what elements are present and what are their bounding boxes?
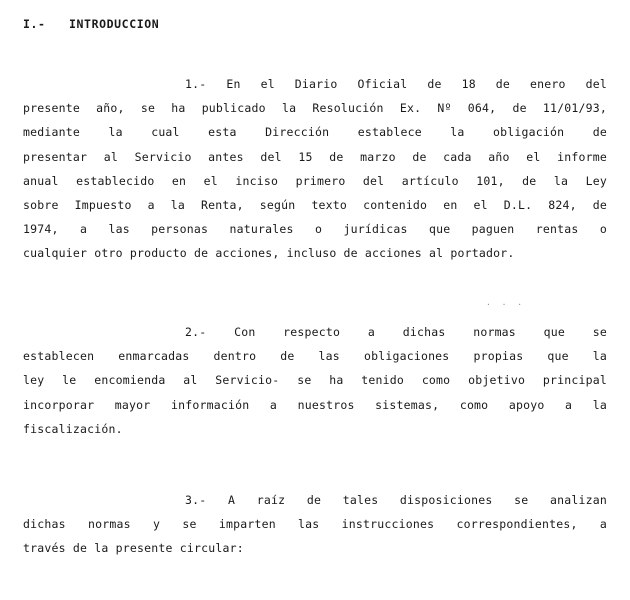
paragraph-line: dichas normas y se imparten las instrucciones correspondientes, a [23, 517, 607, 532]
paragraph-line: establecen enmarcadas dentro de las obligaciones propias que la [23, 349, 607, 364]
paragraph-line: sobre Impuesto a la Renta, según texto contenido en el D.L. 824, de [23, 198, 607, 213]
paragraph-line: 3.- A raíz de tales disposiciones se analizan [185, 493, 607, 507]
paragraph-line: 1974, a las personas naturales o jurídicas que paguen rentas o [23, 222, 607, 237]
section-heading [23, 17, 159, 31]
paragraph-line: presentar al Servicio antes del 15 de marzo de cada año el informe [23, 149, 607, 164]
paragraph-line: través de la presente circular: [23, 541, 244, 556]
scan-speckle: · · · [486, 300, 526, 309]
section-title: INTRODUCCION [69, 17, 160, 31]
paragraph-line: ley le encomienda al Servicio- se ha tenido como objetivo principal [23, 373, 607, 388]
section-number: I.- [23, 17, 46, 31]
paragraph-line: 1.- En el Diario Oficial de 18 de enero del [185, 77, 607, 91]
paragraph-line: fiscalización. [23, 421, 123, 436]
paragraph-line: anual establecido en el inciso primero del artículo 101, de la Ley [23, 173, 607, 188]
paragraph-1 [23, 72, 607, 266]
paragraph-line: 2.- Con respecto a dichas normas que se [185, 325, 607, 339]
paragraph-line: cualquier otro producto de acciones, incluso de acciones al portador. [23, 246, 515, 261]
paragraph-line: mediante la cual esta Dirección establece la obligación de [23, 125, 607, 140]
paragraph-2 [23, 320, 607, 441]
paragraph-line: presente año, se ha publicado la Resolución Ex. Nº 064, de 11/01/93, [23, 101, 607, 116]
paragraph-3 [23, 488, 607, 561]
paragraph-line: incorporar mayor información a nuestros sistemas, como apoyo a la [23, 397, 607, 412]
